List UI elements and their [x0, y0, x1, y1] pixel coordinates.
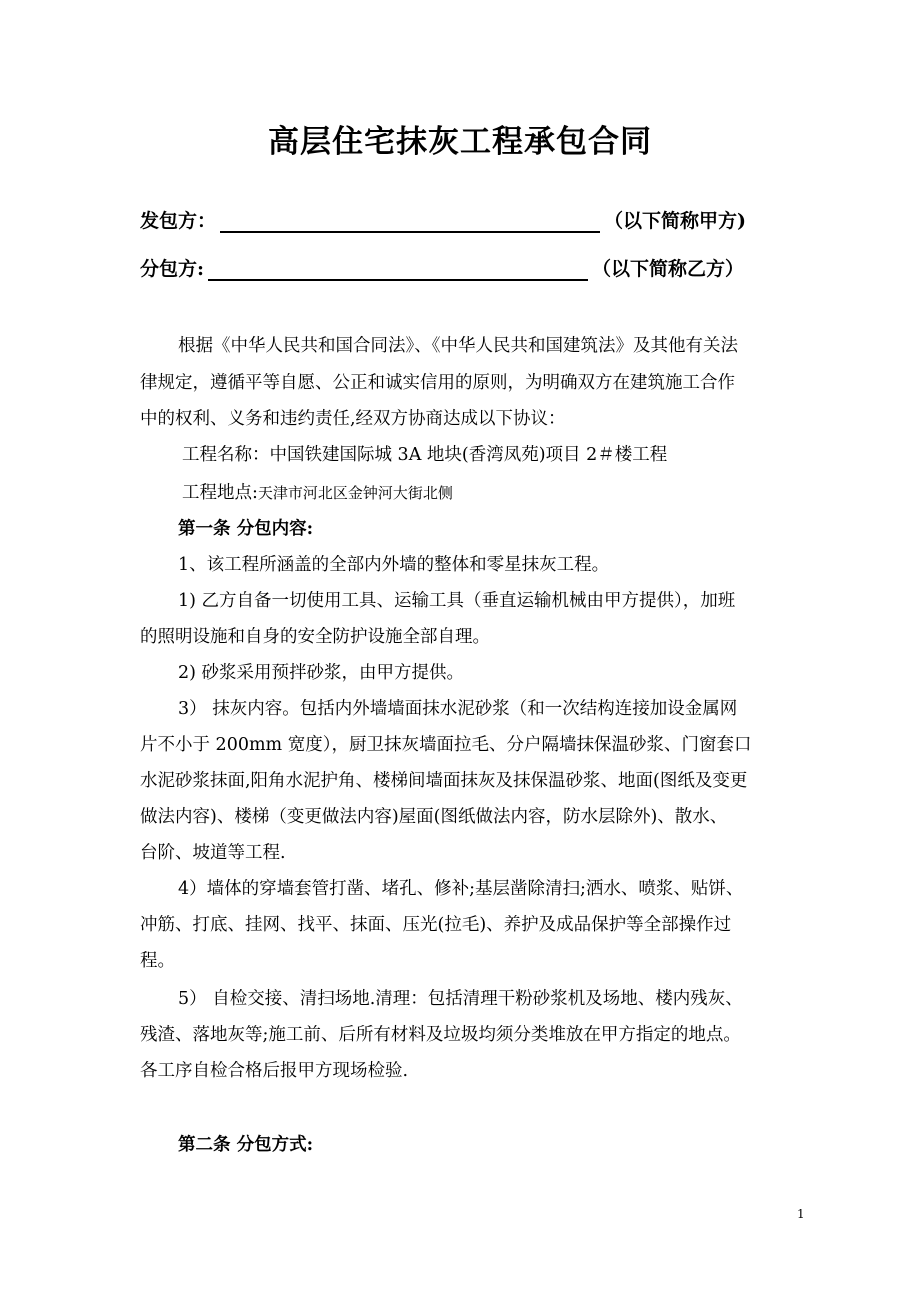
project-location-value: 天津市河北区金钟河大街北侧 [257, 484, 453, 502]
project-location-label: 工程地点: [182, 483, 258, 503]
project-location [182, 477, 453, 509]
article-1-line: 做法内容)、楼梯（变更做法内容)屋面(图纸做法内容，防水层除外)、散水、 [140, 807, 728, 827]
page-number: 1 [797, 1207, 805, 1221]
article-1-line: 冲筋、打底、挂网、找平、抹面、压光(拉毛)、养护及成品保护等全部操作过 [140, 915, 732, 935]
article-1-line: 各工序自检合格后报甲方现场检验. [140, 1061, 409, 1081]
intro-line-1: 根据《中华人民共和国合同法》、《中华人民共和国建筑法》及其他有关法 [178, 336, 738, 356]
article-1-line: 的照明设施和自身的安全防护设施全部自理。 [140, 627, 490, 647]
article-2-heading: 第二条 分包方式: [178, 1135, 314, 1155]
party-b-suffix: （以下简称乙方） [592, 258, 745, 280]
party-a-blank-line [220, 211, 600, 233]
article-1-line: 残渣、落地灰等;施工前、后所有材料及垃圾均须分类堆放在甲方指定的地点。 [140, 1025, 741, 1045]
party-b-row [140, 254, 744, 281]
intro-line-2: 律规定，遵循平等自愿、公正和诚实信用的原则，为明确双方在建筑施工合作 [140, 373, 735, 393]
article-1-line: 水泥砂浆抹面,阳角水泥护角、楼梯间墙面抹灰及抹保温砂浆、地面(图纸及变更 [140, 771, 748, 791]
article-1-line: 3） 抹灰内容。包括内外墙墙面抹水泥砂浆（和一次结构连接加设金属网 [178, 699, 738, 719]
party-a-suffix: （以下简称甲方) [604, 210, 747, 232]
party-b-label: 分包方: [140, 258, 205, 280]
party-a-row [140, 206, 746, 233]
party-a-label: 发包方： [140, 210, 217, 232]
party-b-blank-line [208, 259, 588, 281]
article-1-line: 1、该工程所涵盖的全部内外墙的整体和零星抹灰工程。 [178, 555, 610, 575]
article-1-line: 片不小于 200mm 宽度），厨卫抹灰墙面拉毛、分户隔墙抹保温砂浆、门窗套口 [140, 735, 752, 755]
document-title: 高层住宅抹灰工程承包合同 [268, 124, 652, 160]
article-1-line: 台阶、坡道等工程. [140, 843, 286, 863]
article-1-heading: 第一条 分包内容: [178, 519, 314, 539]
article-1-line: 2) 砂浆采用预拌砂浆，由甲方提供。 [178, 663, 465, 683]
article-1-line: 程。 [140, 951, 175, 971]
article-1-line: 1) 乙方自备一切使用工具、运输工具（垂直运输机械由甲方提供），加班 [178, 591, 736, 611]
article-1-line: 5） 自检交接、清扫场地.清理：包括清理干粉砂浆机及场地、楼内残灰、 [178, 989, 743, 1009]
project-name: 工程名称：中国铁建国际城 3A 地块(香湾凤苑)项目 2＃楼工程 [182, 445, 668, 465]
article-1-line: 4）墙体的穿墙套管打凿、堵孔、修补;基层凿除清扫;洒水、喷浆、贴饼、 [178, 879, 744, 899]
intro-line-3: 中的权利、义务和违约责任,经双方协商达成以下协议： [140, 409, 566, 429]
